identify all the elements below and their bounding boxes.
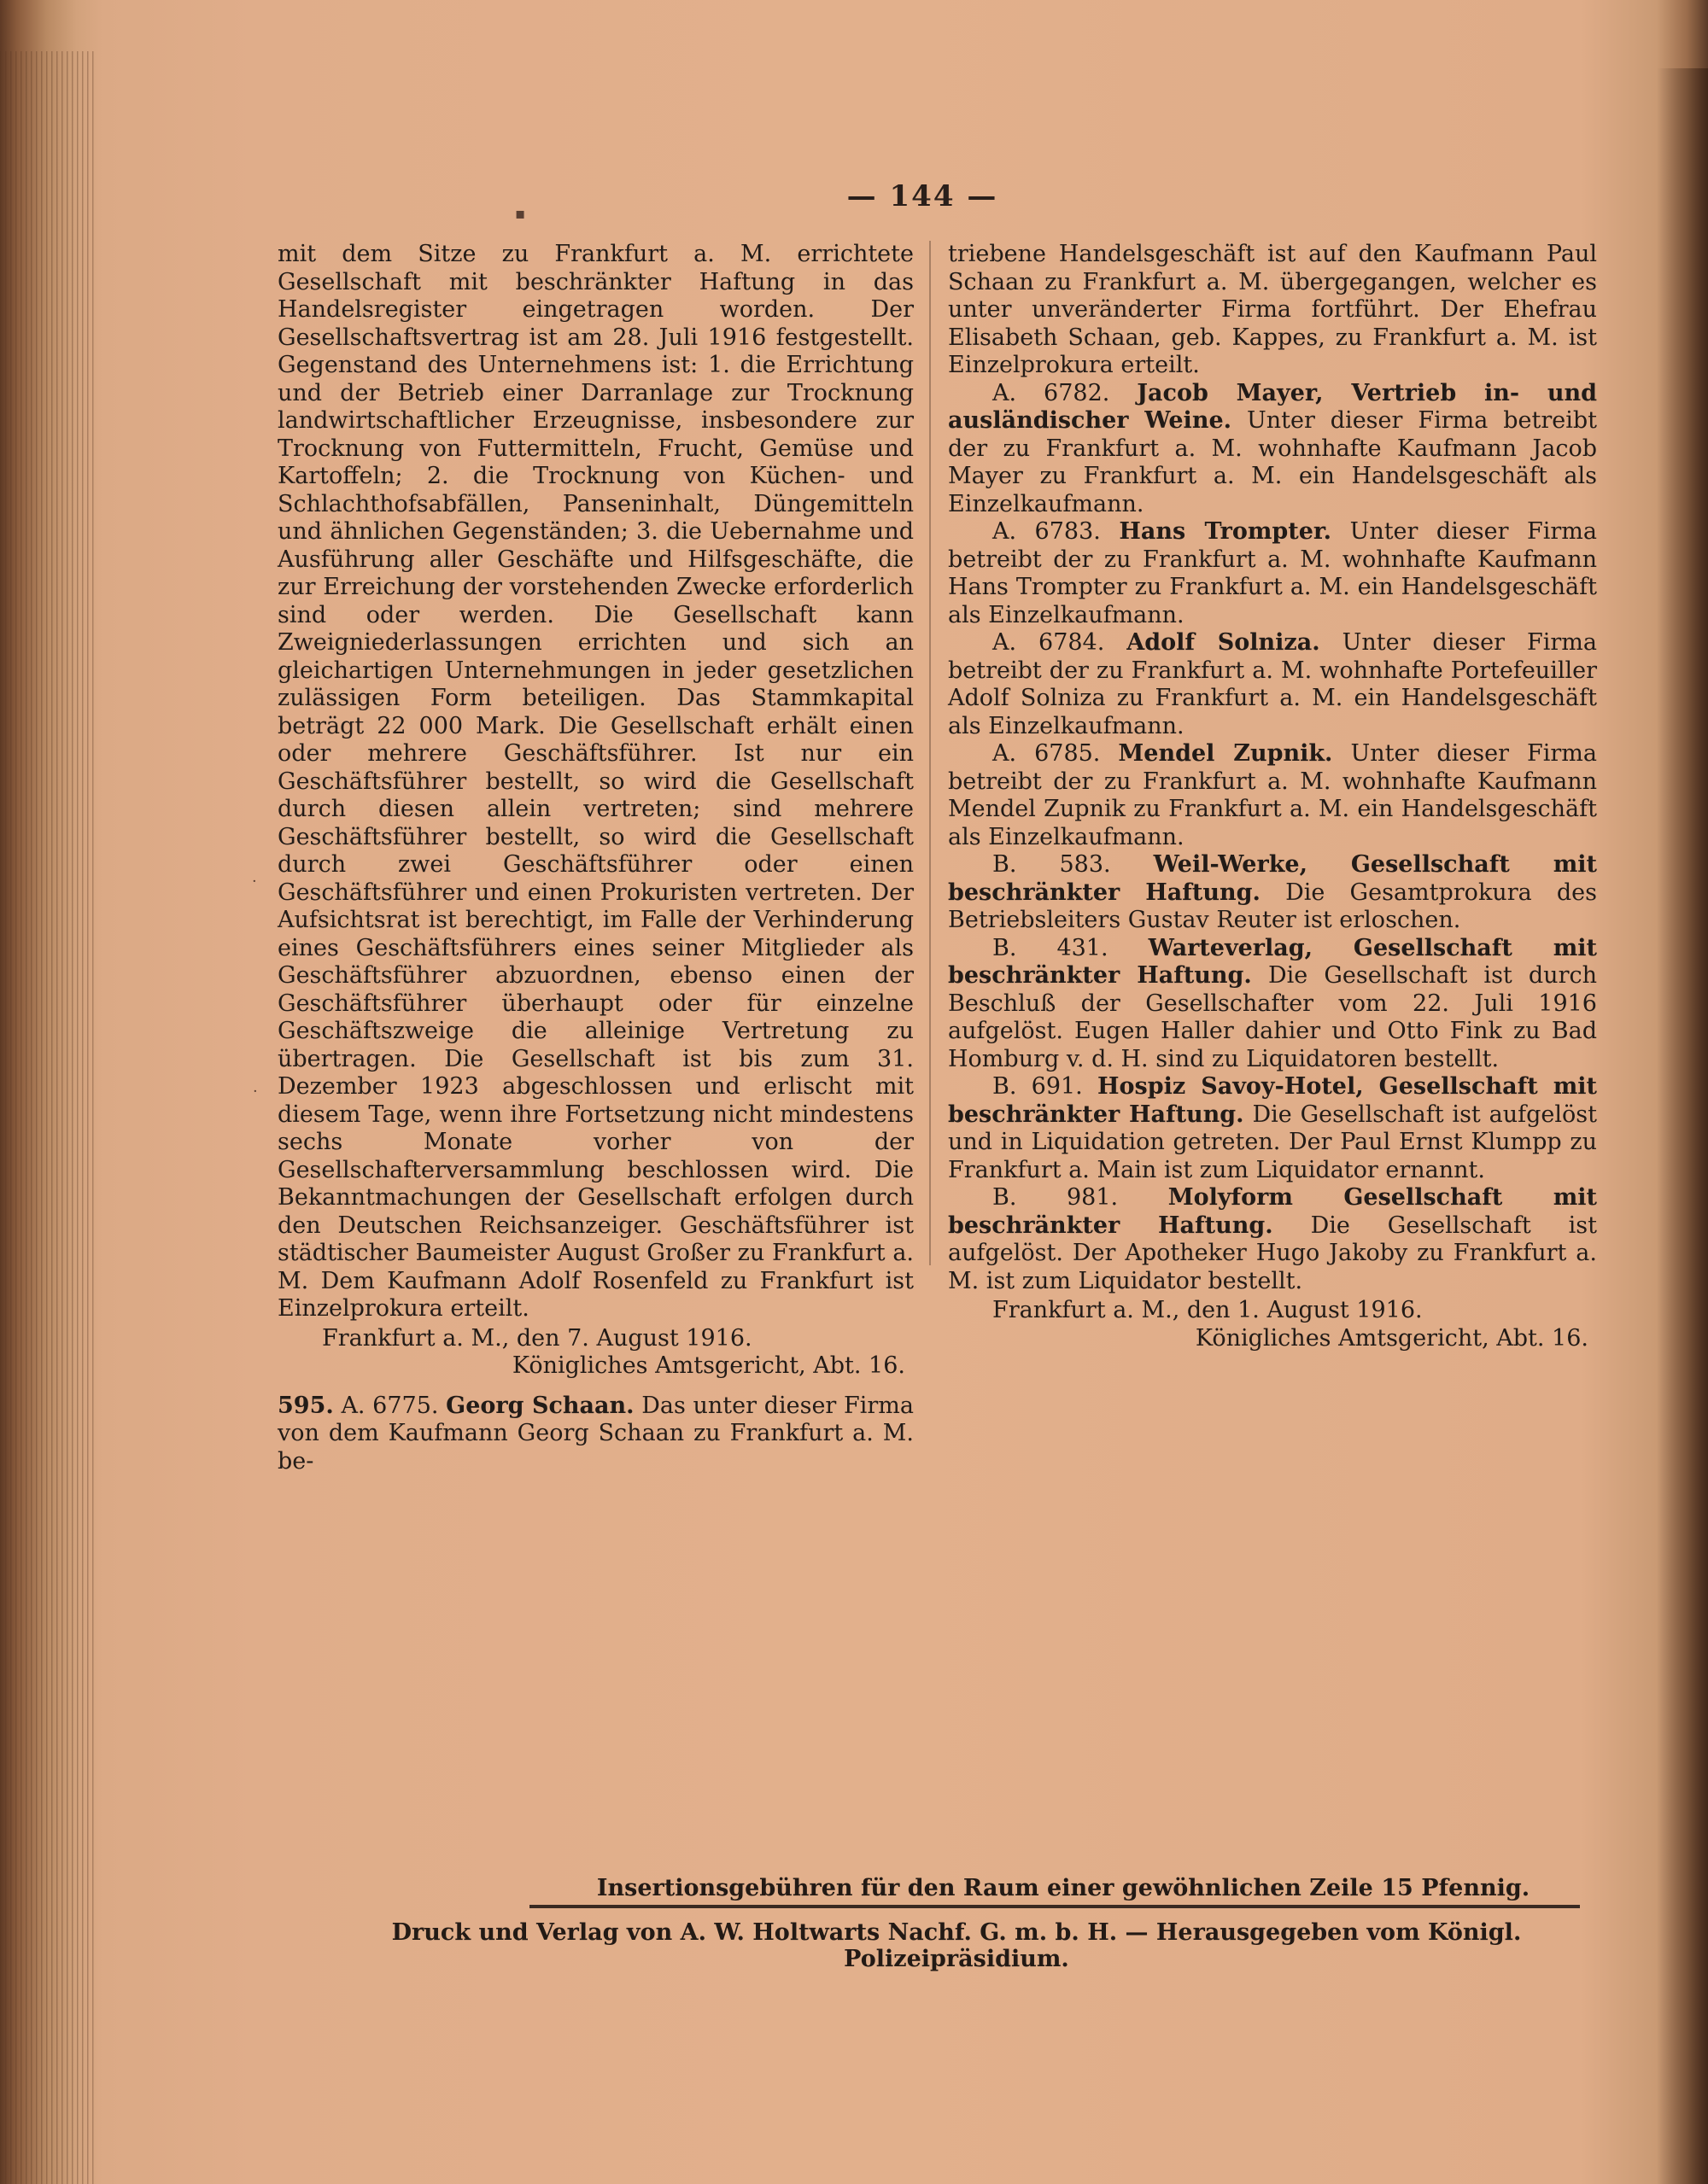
entry-ref: A. 6785. [992,740,1101,767]
entry-number: 595. [278,1392,334,1419]
entry-firm-name: Molyform Gesellschaft mit beschränkter Haftung. [948,1184,1597,1239]
registry-entry [948,740,1597,851]
registry-entry [948,1184,1597,1295]
court-signature: Königliches Amtsgericht, Abt. 16. [512,1352,905,1379]
entry-ref: A. 6782. [992,379,1110,406]
entry-text: Unter dieser Firma betreibt der zu Frankfurt a. M. wohnhafte Kaufmann Hans Trompter zu Frankfurt a. M. ein Handelsgeschäft als Einzelkaufmann. [948,518,1597,628]
registry-entry [278,1393,914,1476]
page-edge-right [1657,68,1708,2184]
right-column [948,241,1597,1352]
column-divider [929,241,931,1265]
entry-ref: A. 6775. [341,1392,439,1419]
entry-firm-name: Weil-Werke, Gesellschaft mit beschränkter Haftung. [948,851,1597,906]
dateline: Frankfurt a. M., den 7. August 1916. [322,1324,752,1352]
ink-speck: · [253,1083,258,1101]
dateline: Frankfurt a. M., den 1. August 1916. [992,1297,1423,1323]
ink-speck: · [252,873,257,891]
entry-firm-name: Georg Schaan. [446,1392,635,1419]
page-number: — 144 — [846,179,998,213]
entry-text: Das unter dieser Firma von dem Kaufmann Georg Schaan zu Frankfurt a. M. be- [278,1392,914,1474]
entry-firm-name: Hans Trompter. [1119,518,1332,545]
registry-entry [948,935,1597,1074]
registry-entry [948,380,1597,519]
printer-imprint: Druck und Verlag von A. W. Holtwarts Nachf. G. m. b. H. — Herausgegeben vom Königl. Polizeipräsidium. [391,1919,1522,1972]
fee-note: Insertionsgebühren für den Raum einer gewöhnlichen Zeile 15 Pfennig. [596,1875,1530,1901]
entry-text: Die Gesellschaft ist aufgelöst. Der Apotheker Hugo Jakoby zu Frankfurt a. M. ist zum Liquidator bestellt. [948,1212,1597,1294]
entry-text: Unter dieser Firma betreibt der zu Frankfurt a. M. wohnhafte Kaufmann Jacob Mayer zu Frankfurt a. M. ein Handelsgeschäft als Einzelkaufmann. [948,407,1597,517]
registry-entry [948,518,1597,629]
entry-text: Die Gesellschaft ist aufgelöst und in Liquidation getreten. Der Paul Ernst Klumpp zu Frankfurt a. Main ist zum Liquidator ernannt. [948,1101,1597,1183]
entry-ref: A. 6784. [992,629,1105,656]
entry-text: Unter dieser Firma betreibt der zu Frankfurt a. M. wohnhafte Kaufmann Mendel Zupnik zu Frankfurt a. M. ein Handelsgeschäft als Einzelkaufmann. [948,740,1597,850]
registry-entry [948,1073,1597,1184]
entry-firm-name: Adolf Solniza. [1126,629,1320,656]
registry-entry [948,629,1597,740]
entry-text: Die Gesellschaft ist durch Beschluß der Gesellschafter vom 22. Juli 1916 aufgelöst. Eugen Haller dahier und Otto Fink zu Bad Homburg v. d. H. sind zu Liquidatoren bestellt. [948,962,1597,1072]
left-column [278,241,914,1475]
entry-firm-name: Jacob Mayer, Vertrieb in- und ausländischer Weine. [948,379,1597,434]
entry-text: Unter dieser Firma betreibt der zu Frankfurt a. M. wohnhafte Portefeuiller Adolf Solniza zu Frankfurt a. M. ein Handelsgeschäft als Einzelkaufmann. [948,629,1597,739]
entry-ref: B. 691. [992,1073,1083,1100]
entry-firm-name: Mendel Zupnik. [1118,740,1333,767]
entry-firm-name: Hospiz Savoy-Hotel, Gesellschaft mit beschränkter Haftung. [948,1073,1597,1128]
entry-firm-name: Warteverlag, Gesellschaft mit beschränkter Haftung. [948,934,1598,989]
entry-ref: A. 6783. [992,518,1101,545]
registry-text: triebene Handelsgeschäft ist auf den Kaufmann Paul Schaan zu Frankfurt a. M. übergegangen, welcher es unter unveränderter Firma fortführt. Der Ehefrau Elisabeth Schaan, geb. Kappes, zu Frankfurt a. M. ist Einzelprokura erteilt. [948,241,1597,378]
entry-ref: B. 981. [992,1184,1119,1211]
entry-text: Die Gesamtprokura des Betriebsleiters Gustav Reuter ist erloschen. [948,879,1597,933]
entry-ref: B. 583. [992,851,1111,878]
ink-speck: ▪ [515,205,526,223]
page-edge-left [0,51,94,2184]
entry-ref: B. 431. [992,934,1108,961]
footer-rule [529,1905,1580,1908]
registry-entry [948,851,1597,935]
court-signature: Königliches Amtsgericht, Abt. 16. [1195,1324,1588,1352]
registry-text: mit dem Sitze zu Frankfurt a. M. errichtete Gesellschaft mit beschränkter Haftung in das Handelsregister eingetragen worden. Der Gesellschaftsvertrag ist am 28. Juli 1916 festgestellt. Gegenstand des Unternehmens ist: 1. die Errichtung und der Betrieb einer Darranlage zur Trocknung landwirtschaftlicher Erzeugnisse, insbesondere zur Trocknung von Futtermitteln, Frucht, Gemüse und Kartoffeln; 2. die Trocknung von Küchen- und Schlachthofsabfällen, Panseninhalt, Düngemitteln und ähnlichen Gegenständen; 3. die Uebernahme und Ausführung aller Geschäfte und Hilfsgeschäfte, die zur Erreichung der vorstehenden Zwecke erforderlich sind oder werden. Die Gesellschaft kann Zweigniederlassungen errichten und sich an gleichartigen Unternehmungen in jeder gesetzlichen zulässigen Form beteiligen. Das Stammkapital beträgt 22 000 Mark. Die Gesellschaft erhält einen oder mehrere Geschäftsführer. Ist nur ein Geschäftsführer bestellt, so wird die Gesellschaft durch diesen allein vertreten; sind mehrere Geschäftsführer bestellt, so wird die Gesellschaft durch zwei Geschäftsführer oder einen Geschäftsführer und einen Prokuristen vertreten. Der Aufsichtsrat ist berechtigt, im Falle der Verhinderung eines Geschäftsführers eines seiner Mitglieder als Geschäftsführer abzuordnen, ebenso einen der Geschäftsführer überhaupt oder für einzelne Geschäftszweige die alleinige Vertretung zu übertragen. Die Gesellschaft ist bis zum 31. Dezember 1923 abgeschlossen und erlischt mit diesem Tage, wenn ihre Fortsetzung nicht mindestens sechs Monate vorher von der Gesellschafterversammlung beschlossen wird. Die Bekanntmachungen der Gesellschaft erfolgen durch den Deutschen Reichsanzeiger. Geschäftsführer ist städtischer Baumeister August Großer zu Frankfurt a. M. Dem Kaufmann Adolf Rosenfeld zu Frankfurt ist Einzelprokura erteilt. [278,241,914,1322]
